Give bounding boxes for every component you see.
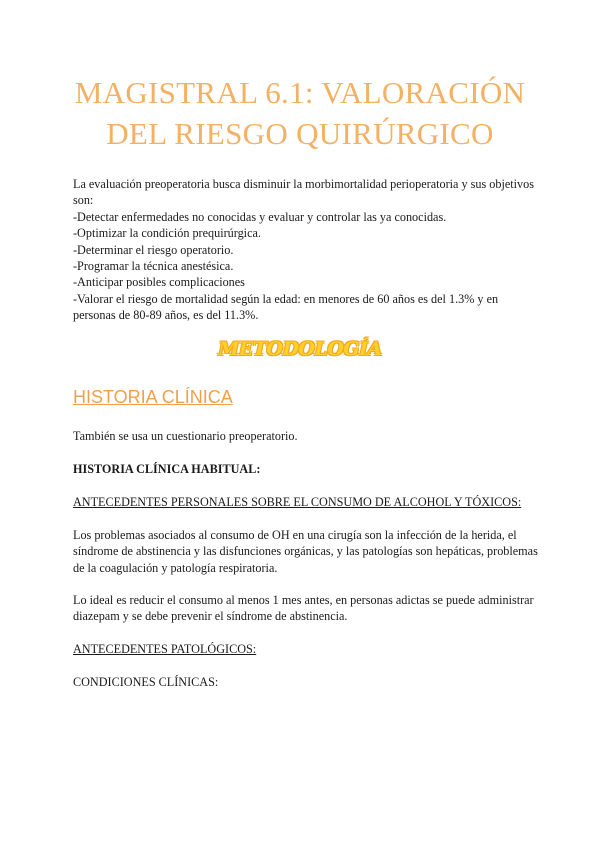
objective-item: -Determinar el riesgo operatorio. (73, 242, 234, 257)
intro-paragraph: La evaluación preoperatoria busca disminuir la morbimortalidad perioperatoria y sus objetivos son: (73, 177, 534, 208)
page-title-line-2: DEL RIESGO QUIRÚRGICO (106, 116, 494, 151)
alcohol-toxics-heading: ANTECEDENTES PERSONALES SOBRE EL CONSUMO DE ALCOHOL Y TÓXICOS: (73, 495, 522, 509)
page-title (0, 72, 600, 154)
reduce-consumption-paragraph: Lo ideal es reducir el consumo al menos 1 mes antes, en personas adictas se puede administrar diazepam y se debe prevenir el síndrome de abstinencia. (73, 593, 534, 624)
clinical-conditions-heading: CONDICIONES CLÍNICAS: (73, 675, 219, 689)
page-title-line-1: MAGISTRAL 6.1: VALORACIÓN (74, 75, 526, 110)
objective-item: -Optimizar la condición prequirúrgica. (73, 226, 261, 241)
questionnaire-text: También se usa un cuestionario preoperatorio. (73, 429, 298, 443)
objective-item: -Programar la técnica anestésica. (73, 259, 234, 274)
methodology-heading: METODOLOGÍA (218, 338, 382, 360)
intro-block (73, 176, 543, 324)
objective-item: -Anticipar posibles complicaciones (73, 275, 245, 290)
alcohol-problems-paragraph: Los problemas asociados al consumo de OH en una cirugía son la infección de la herida, el síndrome de abstinencia y las disfunciones orgánicas, y las patologías son hepáticas, problemas de la coagulación y patología respiratoria. (73, 528, 538, 575)
objective-item: -Detectar enfermedades no conocidas y evaluar y controlar las ya conocidas. (73, 209, 447, 224)
usual-history-heading: HISTORIA CLÍNICA HABITUAL: (73, 462, 261, 476)
pathological-history-heading: ANTECEDENTES PATOLÓGICOS: (73, 642, 257, 656)
objective-item: -Valorar el riesgo de mortalidad según la edad: en menores de 60 años es del 1.3% y en personas de 80-89 años, es del 11.3%. (73, 291, 499, 323)
clinical-history-heading: HISTORIA CLÍNICA (73, 387, 233, 407)
